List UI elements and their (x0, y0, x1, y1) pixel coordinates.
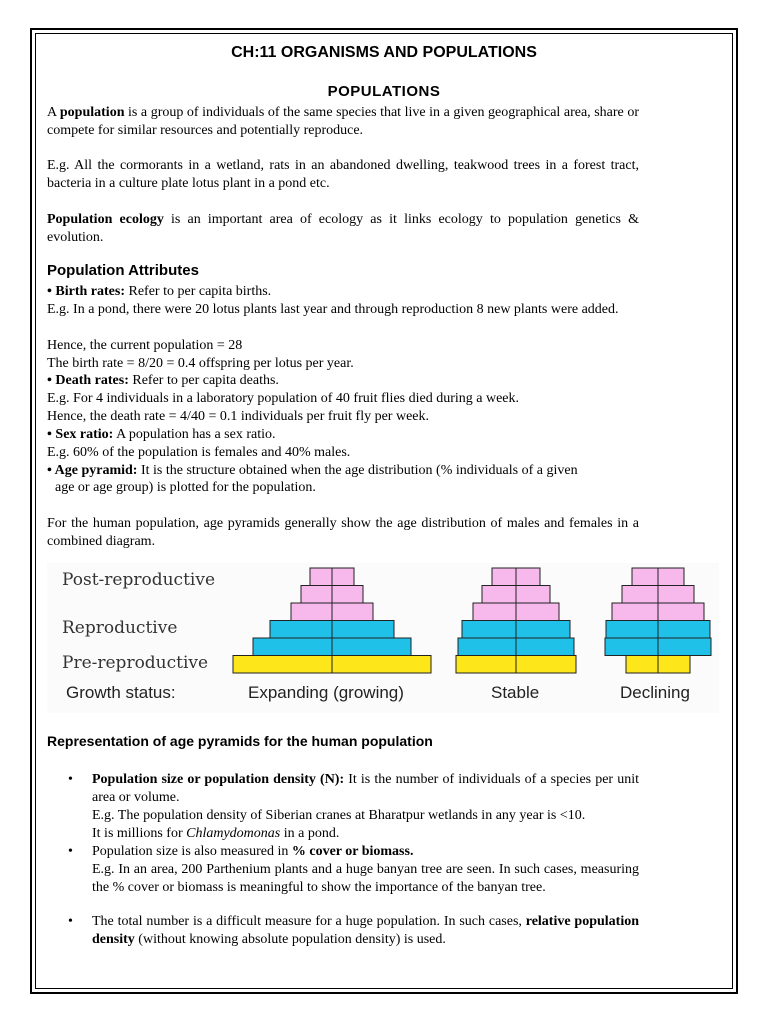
bullet-cover-biomass-example: E.g. In an area, 200 Parthenium plants and a huge banyan tree are seen. In such cases, measuring the % cover or biomass is meaningful to show the importance of the banyan tree. (92, 862, 639, 895)
term-population: population (59, 105, 125, 120)
attributes-heading: Population Attributes (47, 262, 199, 279)
label-growth-status: Growth status: (66, 683, 176, 702)
pyramid-label-stable: Stable (491, 683, 540, 702)
bullet-relative-density: The total number is a difficult measure for a huge population. In such cases, relative population density (without knowing absolute population density) is used. (92, 914, 639, 947)
bullet-population-size: Population size or population density (N): It is the number of individuals of a species per unit area or volume. (92, 772, 639, 805)
figure-caption: Representation of age pyramids for the human population (47, 733, 433, 749)
section-title: POPULATIONS (327, 83, 441, 100)
example-paragraph: E.g. All the cormorants in a wetland, rats in an abandoned dwelling, teakwood trees in a forest tract, bacteria in a culture plate lotus plant in a pond etc. (47, 158, 639, 191)
birth-rate-hence: Hence, the current population = 28 (47, 338, 243, 353)
birth-rate-item: • Birth rates: Refer to per capita births. (47, 284, 272, 299)
birth-rate-example: E.g. In a pond, there were 20 lotus plants last year and through reproduction 8 new plants were added. (47, 302, 619, 317)
label-pre-reproductive: Pre-reproductive (62, 653, 209, 673)
death-rate-example: E.g. For 4 individuals in a laboratory population of 40 fruit flies died during a week. (47, 391, 520, 406)
bullet-marker: • (68, 914, 73, 929)
bullet-marker: • (68, 772, 73, 787)
ecology-paragraph: Population ecology is an important area of ecology as it links ecology to population genetics & evolution. (47, 212, 639, 245)
chapter-title: CH:11 ORGANISMS AND POPULATIONS (231, 44, 537, 61)
age-pyramid-def-continued: age or age group) is plotted for the population. (55, 480, 316, 495)
bullet-population-size-example-2: It is millions for Chlamydomonas in a pond. (92, 826, 340, 841)
definition-paragraph: A population is a group of individuals of the same species that live in a given geographical area, share or compete for similar resources and potentially reproduce. (47, 105, 639, 138)
bullet-cover-biomass: Population size is also measured in % cover or biomass. (92, 844, 414, 859)
pyramid-label-declining: Declining (620, 683, 690, 702)
bullet-marker: • (68, 844, 73, 859)
sex-ratio-item: • Sex ratio: A population has a sex ratio. (47, 427, 276, 442)
death-rate-item: • Death rates: Refer to per capita deaths. (47, 373, 279, 388)
age-pyramid-item: • Age pyramid: It is the structure obtained when the age distribution (% individuals of a given (47, 463, 578, 478)
pyramid-label-expanding: Expanding (growing) (248, 683, 404, 702)
bullet-population-size-example: E.g. The population density of Siberian cranes at Bharatpur wetlands in any year is <10. (92, 808, 586, 823)
label-reproductive: Reproductive (62, 618, 178, 638)
death-rate-formula: Hence, the death rate = 4/40 = 0.1 individuals per fruit fly per week. (47, 409, 429, 424)
label-post-reproductive: Post-reproductive (62, 570, 215, 590)
human-population-paragraph: For the human population, age pyramids generally show the age distribution of males and females in a combined diagram. (47, 516, 639, 549)
birth-rate-formula: The birth rate = 8/20 = 0.4 offspring per lotus per year. (47, 356, 354, 371)
sex-ratio-example: E.g. 60% of the population is females and 40% males. (47, 445, 351, 460)
